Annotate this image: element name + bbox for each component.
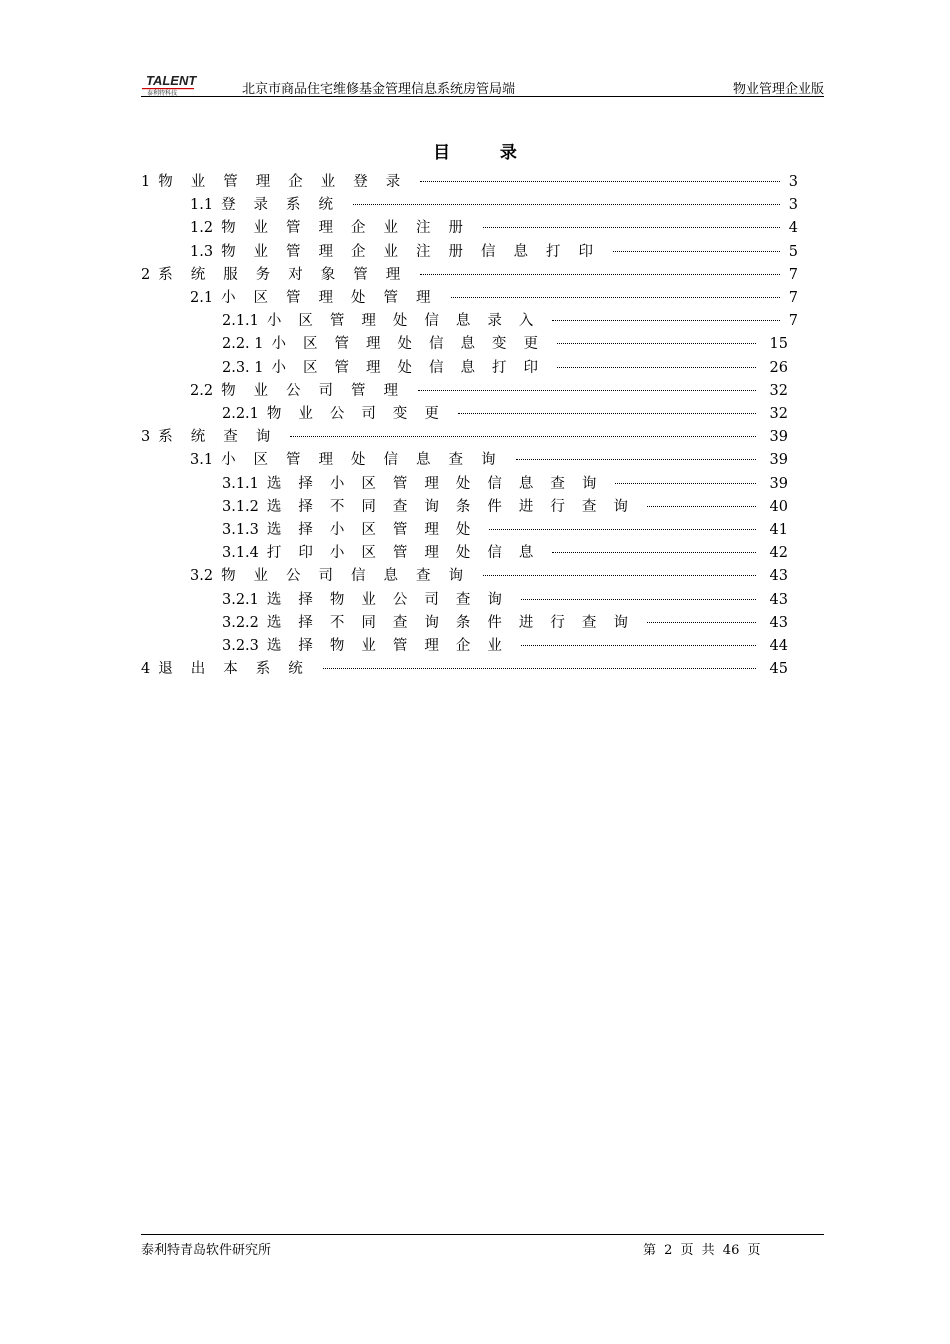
- toc-entry-title: 物业管理企业注册信息打印: [221, 243, 612, 260]
- toc-dot-leader: [552, 319, 780, 321]
- toc-entry[interactable]: [222, 332, 798, 355]
- toc-entry-title: 系统服务对象管理: [158, 266, 419, 283]
- toc-heading-right: 录: [499, 143, 517, 163]
- toc-heading-left: 目: [433, 143, 451, 163]
- toc-entry[interactable]: [141, 425, 798, 448]
- toc-entry-title: 小区管理处信息打印: [271, 359, 556, 376]
- toc-entry-title: 选择小区管理处: [266, 522, 488, 538]
- toc-entry-page: 42: [769, 545, 788, 562]
- toc-entry-title: 选择不同查询条件进行查询: [266, 614, 645, 631]
- toc-dot-leader: [323, 667, 756, 669]
- document-title: 北京市商品住宅维修基金管理信息系统房管局端: [242, 82, 516, 97]
- toc-entry[interactable]: [190, 193, 798, 216]
- toc-entry[interactable]: [222, 518, 798, 541]
- toc-entry-title: 退出本系统: [158, 661, 321, 678]
- toc-entry-page: 4: [788, 220, 798, 237]
- toc-entry-page: 43: [769, 614, 788, 631]
- toc-entry-page: 7: [788, 266, 798, 283]
- toc-entry-title: 选择不同查询条件进行查询: [266, 498, 645, 515]
- page-header: [141, 68, 824, 97]
- toc-dot-leader: [489, 528, 756, 530]
- toc-entry-title: 小区管理处信息录入: [266, 313, 551, 330]
- toc-entry[interactable]: [222, 541, 798, 564]
- toc-dot-leader: [353, 203, 780, 205]
- toc-dot-leader: [552, 551, 756, 553]
- toc-entry-page: 3: [788, 197, 798, 214]
- toc-dot-leader: [521, 644, 756, 646]
- toc-entry-page: 26: [769, 359, 788, 376]
- toc-dot-leader: [483, 226, 780, 228]
- toc-dot-leader: [647, 505, 756, 507]
- toc-entry-number: 2.2: [190, 382, 214, 399]
- toc-entry[interactable]: [190, 286, 798, 309]
- toc-entry-page: 5: [788, 243, 798, 260]
- toc-entry-number: 3.2.1: [222, 591, 259, 608]
- toc-entry-number: 1: [141, 174, 151, 190]
- toc-entry[interactable]: [222, 611, 798, 634]
- toc-entry[interactable]: [222, 495, 798, 518]
- toc-entry[interactable]: [141, 657, 798, 680]
- toc-entry-number: 3.1.2: [222, 498, 259, 515]
- toc-entry-page: 45: [769, 661, 788, 678]
- toc-entry-page: 32: [769, 406, 788, 422]
- toc-dot-leader: [516, 458, 756, 460]
- toc-heading: [0, 138, 950, 163]
- toc-entry-number: 3.2: [190, 568, 214, 585]
- toc-entry-number: 4: [141, 661, 151, 678]
- toc-entry-title: 物业管理企业登录: [158, 174, 419, 190]
- toc-entry-page: 41: [769, 522, 788, 538]
- toc-entry-page: 32: [769, 382, 788, 399]
- toc-entry-number: 2.2.1: [222, 406, 259, 422]
- toc-dot-leader: [420, 180, 780, 182]
- toc-entry-page: 40: [769, 498, 788, 515]
- toc-entry-page: 3: [788, 174, 798, 190]
- toc-entry-number: 1.1: [190, 197, 214, 214]
- toc-entry-page: 43: [769, 568, 788, 585]
- toc-dot-leader: [458, 412, 756, 414]
- toc-entry-page: 43: [769, 591, 788, 608]
- toc-entry-title: 选择小区管理处信息查询: [266, 475, 614, 492]
- footer-page-info: 第 2 页 共 46 页: [643, 1243, 761, 1258]
- toc-dot-leader: [290, 435, 756, 437]
- toc-entry[interactable]: [222, 356, 798, 379]
- toc-entry-number: 1.2: [190, 220, 214, 237]
- toc-entry-page: 7: [788, 313, 798, 330]
- toc-entry-number: 3.2.2: [222, 614, 259, 631]
- toc-entry[interactable]: [190, 448, 798, 471]
- company-logo: [141, 68, 197, 96]
- toc-entry[interactable]: [222, 634, 798, 657]
- toc-dot-leader: [615, 482, 756, 484]
- toc-entry[interactable]: [190, 379, 798, 402]
- toc-entry[interactable]: [222, 309, 798, 332]
- toc-entry[interactable]: [141, 263, 798, 286]
- toc-entry[interactable]: [222, 588, 798, 611]
- toc-entry-number: 2: [141, 266, 151, 283]
- toc-entry[interactable]: [190, 564, 798, 587]
- toc-entry-number: 2.1: [190, 290, 214, 306]
- toc-entry-title: 物业公司信息查询: [221, 568, 482, 585]
- toc-entry-number: 2.3. 1: [222, 359, 264, 376]
- svg-text:泰利特科技: 泰利特科技: [147, 90, 178, 96]
- toc-entry-number: 2.1.1: [222, 313, 259, 330]
- toc-entry-title: 物业管理企业注册: [221, 220, 482, 237]
- toc-entry-title: 物业公司变更: [266, 406, 456, 422]
- talent-logo-icon: [141, 68, 197, 96]
- toc-entry-number: 3.2.3: [222, 638, 259, 654]
- page-footer: [141, 1234, 824, 1258]
- toc-entry-title: 小区管理处信息查询: [221, 452, 514, 469]
- toc-entry-title: 选择物业公司查询: [266, 591, 519, 608]
- toc-dot-leader: [420, 273, 780, 275]
- toc-entry-page: 39: [769, 452, 788, 469]
- toc-dot-leader: [613, 250, 780, 252]
- toc-dot-leader: [483, 574, 756, 576]
- toc-entry[interactable]: [141, 170, 798, 193]
- toc-entry-page: 7: [788, 290, 798, 306]
- toc-entry-title: 选择物业管理企业: [266, 638, 519, 654]
- toc-dot-leader: [647, 621, 756, 623]
- toc-dot-leader: [418, 389, 756, 391]
- toc-entry-page: 15: [769, 336, 788, 353]
- toc-dot-leader: [557, 342, 756, 344]
- toc-entry-number: 2.2. 1: [222, 336, 264, 353]
- toc-entry-number: 3.1.3: [222, 522, 259, 538]
- toc-entry-title: 小区管理处信息变更: [271, 336, 556, 353]
- toc-entry[interactable]: [222, 472, 798, 495]
- toc-entry[interactable]: [190, 240, 798, 263]
- edition-label: 物业管理企业版: [732, 82, 824, 97]
- toc-entry-number: 3.1: [190, 452, 214, 469]
- toc-entry-title: 小区管理处管理: [221, 290, 449, 306]
- toc-entry-number: 3.1.1: [222, 475, 259, 492]
- toc-entry-number: 1.3: [190, 243, 214, 260]
- toc-entry-title: 打印小区管理处信息: [266, 545, 551, 562]
- toc-entry-number: 3: [141, 429, 151, 446]
- toc-dot-leader: [557, 366, 756, 368]
- toc-dot-leader: [521, 598, 756, 600]
- toc-entry-number: 3.1.4: [222, 545, 259, 562]
- toc-dot-leader: [451, 296, 780, 298]
- toc-entry[interactable]: [222, 402, 798, 425]
- svg-text:TALENT: TALENT: [146, 73, 197, 88]
- toc-entry-page: 44: [769, 638, 788, 654]
- toc-entry-title: 物业公司管理: [221, 382, 417, 399]
- toc-entry-title: 系统查询: [158, 429, 289, 446]
- toc-entry[interactable]: [190, 216, 798, 239]
- toc-entry-page: 39: [769, 429, 788, 446]
- toc-entry-page: 39: [769, 475, 788, 492]
- footer-company: 泰利特青岛软件研究所: [141, 1243, 272, 1258]
- toc-entry-title: 登录系统: [221, 197, 352, 214]
